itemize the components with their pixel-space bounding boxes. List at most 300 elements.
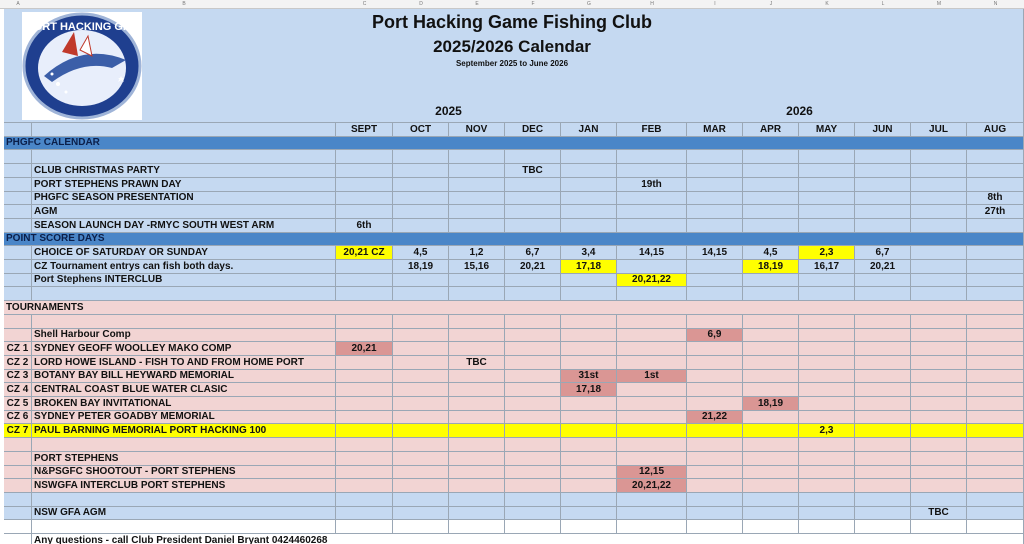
empty-cell: [561, 397, 617, 411]
empty-cell: [911, 219, 967, 233]
date-cell: 19th: [617, 178, 687, 192]
cz-code: [4, 164, 32, 178]
date-cell: 31st: [561, 370, 617, 383]
cz-code: [4, 150, 32, 164]
empty-cell: [911, 356, 967, 370]
empty-cell: [561, 178, 617, 192]
event-name: Shell Harbour Comp: [32, 329, 336, 342]
empty-cell: [799, 507, 855, 520]
empty-cell: [505, 438, 561, 452]
empty-cell: [855, 466, 911, 479]
empty-cell: [561, 438, 617, 452]
empty-cell: [617, 329, 687, 342]
year-2026-label: 2026: [786, 104, 813, 118]
empty-cell: [687, 342, 743, 356]
empty-cell: [617, 452, 687, 466]
cz-code: [4, 479, 32, 493]
month-header-jul: JUL: [911, 123, 967, 137]
empty-cell: [561, 329, 617, 342]
empty-cell: [505, 507, 561, 520]
empty-cell: [687, 192, 743, 205]
empty-cell: [449, 164, 505, 178]
empty-cell: [799, 150, 855, 164]
empty-cell: [393, 205, 449, 219]
empty-cell: [393, 274, 449, 287]
month-header-sept: SEPT: [336, 123, 393, 137]
empty-cell: [967, 424, 1024, 438]
empty-cell: [911, 150, 967, 164]
empty-cell: [617, 493, 687, 507]
date-cell: 6,7: [855, 246, 911, 260]
month-header-jan: JAN: [561, 123, 617, 137]
empty-cell: [449, 315, 505, 329]
cz-code: [4, 219, 32, 233]
empty-cell: [799, 192, 855, 205]
date-cell: 4,5: [393, 246, 449, 260]
empty-cell: [393, 192, 449, 205]
empty-cell: [561, 493, 617, 507]
empty-cell: [855, 356, 911, 370]
empty-cell: [687, 315, 743, 329]
date-cell: 2,3: [799, 246, 855, 260]
empty-cell: [505, 192, 561, 205]
empty-cell: [743, 315, 799, 329]
event-name: AGM: [32, 205, 336, 219]
empty-cell: [393, 479, 449, 493]
event-name: N&PSGFC SHOOTOUT - PORT STEPHENS: [32, 466, 336, 479]
month-header-dec: DEC: [505, 123, 561, 137]
empty-cell: [561, 192, 617, 205]
cz-code: [4, 192, 32, 205]
empty-cell: [911, 397, 967, 411]
contact-note: Any questions - call Club President Daniel Bryant 0424460268: [32, 534, 1024, 544]
empty-cell: [32, 287, 336, 301]
empty-cell: [393, 383, 449, 397]
event-name: SYDNEY GEOFF WOOLLEY MAKO COMP: [32, 342, 336, 356]
empty-cell: [687, 260, 743, 274]
cz-code: [4, 274, 32, 287]
empty-cell: [449, 150, 505, 164]
event-name: NSWGFA INTERCLUB PORT STEPHENS: [32, 479, 336, 493]
event-name: CHOICE OF SATURDAY OR SUNDAY: [32, 246, 336, 260]
column-letter: F: [531, 1, 535, 7]
empty-cell: [449, 520, 505, 534]
empty-cell: [687, 178, 743, 192]
empty-cell: [911, 205, 967, 219]
event-name: BOTANY BAY BILL HEYWARD MEMORIAL: [32, 370, 336, 383]
date-cell: 2,3: [799, 424, 855, 438]
date-cell: 18,19: [743, 260, 799, 274]
cz-code: CZ 4: [4, 383, 32, 397]
empty-cell: [743, 438, 799, 452]
svg-text:PORT HACKING GFC: PORT HACKING GFC: [26, 21, 138, 33]
empty-cell: [799, 164, 855, 178]
empty-cell: [855, 287, 911, 301]
empty-cell: [449, 383, 505, 397]
section-header: PHGFC CALENDAR: [4, 137, 1024, 150]
empty-cell: [393, 342, 449, 356]
empty-cell: [561, 452, 617, 466]
empty-cell: [743, 424, 799, 438]
section-header: TOURNAMENTS: [4, 301, 1024, 315]
event-name: LORD HOWE ISLAND - FISH TO AND FROM HOME PORT: [32, 356, 336, 370]
empty-cell: [505, 383, 561, 397]
empty-cell: [393, 164, 449, 178]
date-cell: 12,15: [617, 466, 687, 479]
empty-cell: [911, 520, 967, 534]
date-cell: 20,21: [855, 260, 911, 274]
month-header-jun: JUN: [855, 123, 911, 137]
empty-cell: [743, 520, 799, 534]
empty-cell: [687, 370, 743, 383]
date-cell: TBC: [911, 507, 967, 520]
empty-cell: [799, 356, 855, 370]
cz-code: [4, 178, 32, 192]
empty-cell: [743, 356, 799, 370]
empty-cell: [743, 493, 799, 507]
empty-cell: [799, 315, 855, 329]
cz-code: [4, 520, 32, 534]
empty-cell: [336, 315, 393, 329]
month-header-feb: FEB: [617, 123, 687, 137]
empty-cell: [449, 342, 505, 356]
column-letter: I: [714, 1, 716, 7]
empty-cell: [967, 260, 1024, 274]
empty-cell: [617, 383, 687, 397]
empty-cell: [393, 411, 449, 424]
empty-cell: [449, 287, 505, 301]
empty-cell: [799, 383, 855, 397]
date-cell: 6,9: [687, 329, 743, 342]
empty-cell: [743, 466, 799, 479]
empty-cell: [561, 315, 617, 329]
empty-cell: [911, 287, 967, 301]
empty-cell: [743, 178, 799, 192]
date-range: September 2025 to June 2026: [455, 59, 569, 68]
cz-code: [4, 438, 32, 452]
empty-cell: [449, 274, 505, 287]
empty-cell: [393, 329, 449, 342]
date-cell: 17,18: [561, 260, 617, 274]
empty-cell: [505, 274, 561, 287]
date-cell: 1st: [617, 370, 687, 383]
date-cell: 20,21,22: [617, 479, 687, 493]
empty-cell: [855, 438, 911, 452]
empty-cell: [855, 424, 911, 438]
empty-cell: [743, 150, 799, 164]
empty-cell: [336, 329, 393, 342]
date-cell: 8th: [967, 192, 1024, 205]
empty-cell: [561, 219, 617, 233]
empty-cell: [687, 479, 743, 493]
empty-cell: [505, 479, 561, 493]
empty-cell: [967, 287, 1024, 301]
empty-cell: [393, 287, 449, 301]
empty-cell: [449, 507, 505, 520]
empty-cell: [687, 438, 743, 452]
event-name: CENTRAL COAST BLUE WATER CLASIC: [32, 383, 336, 397]
empty-cell: [449, 205, 505, 219]
empty-cell: [799, 452, 855, 466]
empty-cell: [617, 315, 687, 329]
empty-cell: [336, 274, 393, 287]
empty-cell: [967, 370, 1024, 383]
empty-cell: [336, 164, 393, 178]
empty-cell: [687, 356, 743, 370]
empty-cell: [687, 493, 743, 507]
empty-cell: [393, 507, 449, 520]
empty-cell: [505, 520, 561, 534]
empty-cell: [336, 493, 393, 507]
empty-cell: [967, 383, 1024, 397]
empty-cell: [617, 260, 687, 274]
empty-cell: [911, 479, 967, 493]
empty-cell: [336, 466, 393, 479]
empty-cell: [911, 466, 967, 479]
empty-cell: [617, 411, 687, 424]
empty-cell: [393, 356, 449, 370]
empty-cell: [687, 507, 743, 520]
calendar-subtitle: 2025/2026 Calendar: [433, 37, 591, 56]
empty-cell: [911, 452, 967, 466]
empty-cell: [687, 466, 743, 479]
empty-cell: [561, 520, 617, 534]
empty-cell: [799, 466, 855, 479]
empty-cell: [336, 424, 393, 438]
column-letter: H: [650, 1, 654, 7]
empty-cell: [561, 356, 617, 370]
empty-cell: [687, 520, 743, 534]
empty-cell: [911, 370, 967, 383]
empty-cell: [855, 479, 911, 493]
column-letter: K: [825, 1, 829, 7]
date-cell: 14,15: [687, 246, 743, 260]
empty-cell: [393, 397, 449, 411]
empty-cell: [336, 370, 393, 383]
date-cell: 27th: [967, 205, 1024, 219]
empty-cell: [336, 507, 393, 520]
empty-cell: [449, 493, 505, 507]
empty-cell: [911, 274, 967, 287]
empty-cell: [855, 329, 911, 342]
empty-cell: [393, 493, 449, 507]
empty-cell: [687, 219, 743, 233]
column-letter-bar: [0, 0, 1024, 9]
cz-code: CZ 3: [4, 370, 32, 383]
empty-cell: [336, 150, 393, 164]
date-cell: 18,19: [743, 397, 799, 411]
empty-cell: [967, 466, 1024, 479]
empty-cell: [449, 438, 505, 452]
date-cell: 17,18: [561, 383, 617, 397]
empty-cell: [687, 383, 743, 397]
date-cell: 1,2: [449, 246, 505, 260]
empty-cell: [32, 150, 336, 164]
empty-cell: [855, 493, 911, 507]
empty-cell: [967, 493, 1024, 507]
empty-cell: [911, 438, 967, 452]
column-letter: J: [769, 1, 773, 7]
empty-cell: [967, 356, 1024, 370]
empty-cell: [561, 424, 617, 438]
empty-cell: [505, 452, 561, 466]
empty-cell: [336, 520, 393, 534]
cz-code: [4, 287, 32, 301]
empty-cell: [336, 192, 393, 205]
empty-cell: [617, 342, 687, 356]
date-cell: 3,4: [561, 246, 617, 260]
empty-cell: [967, 329, 1024, 342]
empty-cell: [393, 452, 449, 466]
empty-cell: [743, 411, 799, 424]
empty-cell: [449, 329, 505, 342]
empty-cell: [561, 466, 617, 479]
empty-cell: [799, 520, 855, 534]
cz-code: CZ 2: [4, 356, 32, 370]
empty-cell: [687, 397, 743, 411]
empty-cell: [561, 287, 617, 301]
empty-cell: [617, 164, 687, 178]
date-cell: 14,15: [617, 246, 687, 260]
empty-cell: [449, 178, 505, 192]
empty-cell: [505, 411, 561, 424]
empty-cell: [449, 411, 505, 424]
date-cell: 15,16: [449, 260, 505, 274]
month-header-oct: OCT: [393, 123, 449, 137]
empty-cell: [967, 479, 1024, 493]
empty-cell: [967, 397, 1024, 411]
month-header-nov: NOV: [449, 123, 505, 137]
empty-cell: [449, 219, 505, 233]
date-cell: 21,22: [687, 411, 743, 424]
empty-cell: [505, 150, 561, 164]
cz-code: [4, 329, 32, 342]
empty-cell: [967, 342, 1024, 356]
empty-cell: [617, 287, 687, 301]
empty-cell: [911, 192, 967, 205]
empty-cell: [799, 370, 855, 383]
empty-cell: [855, 383, 911, 397]
empty-cell: [336, 452, 393, 466]
empty-cell: [617, 397, 687, 411]
empty-cell: [967, 520, 1024, 534]
empty-cell: [799, 411, 855, 424]
empty-cell: [449, 466, 505, 479]
event-name: NSW GFA AGM: [32, 507, 336, 520]
section-header: POINT SCORE DAYS: [4, 233, 1024, 246]
empty-cell: [967, 150, 1024, 164]
empty-cell: [967, 274, 1024, 287]
event-name: SYDNEY PETER GOADBY MEMORIAL: [32, 411, 336, 424]
empty-cell: [561, 205, 617, 219]
page-title: Port Hacking Game Fishing Club: [371, 12, 653, 32]
empty-cell: [336, 205, 393, 219]
cz-code: [4, 534, 32, 544]
empty-cell: [505, 493, 561, 507]
empty-cell: [799, 479, 855, 493]
empty-cell: [855, 274, 911, 287]
empty-cell: [855, 507, 911, 520]
month-header-mar: MAR: [687, 123, 743, 137]
empty-cell: [855, 452, 911, 466]
cz-code: CZ 6: [4, 411, 32, 424]
empty-cell: [336, 397, 393, 411]
event-name: PORT STEPHENS: [32, 452, 336, 466]
empty-cell: [911, 424, 967, 438]
cz-code: [4, 452, 32, 466]
date-cell: 16,17: [799, 260, 855, 274]
empty-cell: [967, 164, 1024, 178]
empty-cell: [911, 411, 967, 424]
cz-code: [4, 260, 32, 274]
empty-cell: [967, 178, 1024, 192]
empty-cell: [687, 274, 743, 287]
empty-cell: [505, 370, 561, 383]
empty-cell: [505, 219, 561, 233]
empty-cell: [687, 164, 743, 178]
cz-code: [4, 315, 32, 329]
empty-cell: [855, 342, 911, 356]
empty-cell: [32, 315, 336, 329]
empty-cell: [505, 342, 561, 356]
empty-cell: [855, 219, 911, 233]
empty-cell: [393, 315, 449, 329]
date-cell: 6,7: [505, 246, 561, 260]
event-name: CLUB CHRISTMAS PARTY: [32, 164, 336, 178]
date-cell: 6th: [336, 219, 393, 233]
empty-cell: [393, 438, 449, 452]
empty-cell: [743, 507, 799, 520]
empty-cell: [799, 342, 855, 356]
month-header-may: MAY: [799, 123, 855, 137]
column-letter: E: [475, 1, 479, 7]
cz-code: [4, 205, 32, 219]
empty-cell: [911, 329, 967, 342]
empty-cell: [799, 287, 855, 301]
empty-cell: [393, 520, 449, 534]
empty-cell: [799, 219, 855, 233]
empty-cell: [617, 150, 687, 164]
event-name: PHGFC SEASON PRESENTATION: [32, 192, 336, 205]
empty-cell: [561, 411, 617, 424]
empty-cell: [32, 520, 336, 534]
cz-code: [4, 507, 32, 520]
cz-code: [4, 123, 32, 137]
empty-cell: [505, 205, 561, 219]
empty-cell: [336, 287, 393, 301]
empty-cell: [967, 411, 1024, 424]
empty-cell: [743, 479, 799, 493]
empty-cell: [855, 370, 911, 383]
empty-cell: [687, 205, 743, 219]
empty-cell: [799, 329, 855, 342]
empty-cell: [561, 479, 617, 493]
empty-cell: [967, 452, 1024, 466]
empty-cell: [393, 178, 449, 192]
empty-cell: [561, 507, 617, 520]
empty-cell: [505, 466, 561, 479]
empty-cell: [855, 178, 911, 192]
empty-cell: [855, 205, 911, 219]
empty-cell: [911, 383, 967, 397]
year-2025-label: 2025: [435, 104, 462, 118]
empty-cell: [743, 274, 799, 287]
empty-cell: [967, 315, 1024, 329]
date-cell: 20,21,22: [617, 274, 687, 287]
empty-cell: [967, 507, 1024, 520]
empty-cell: [561, 342, 617, 356]
empty-cell: [336, 356, 393, 370]
